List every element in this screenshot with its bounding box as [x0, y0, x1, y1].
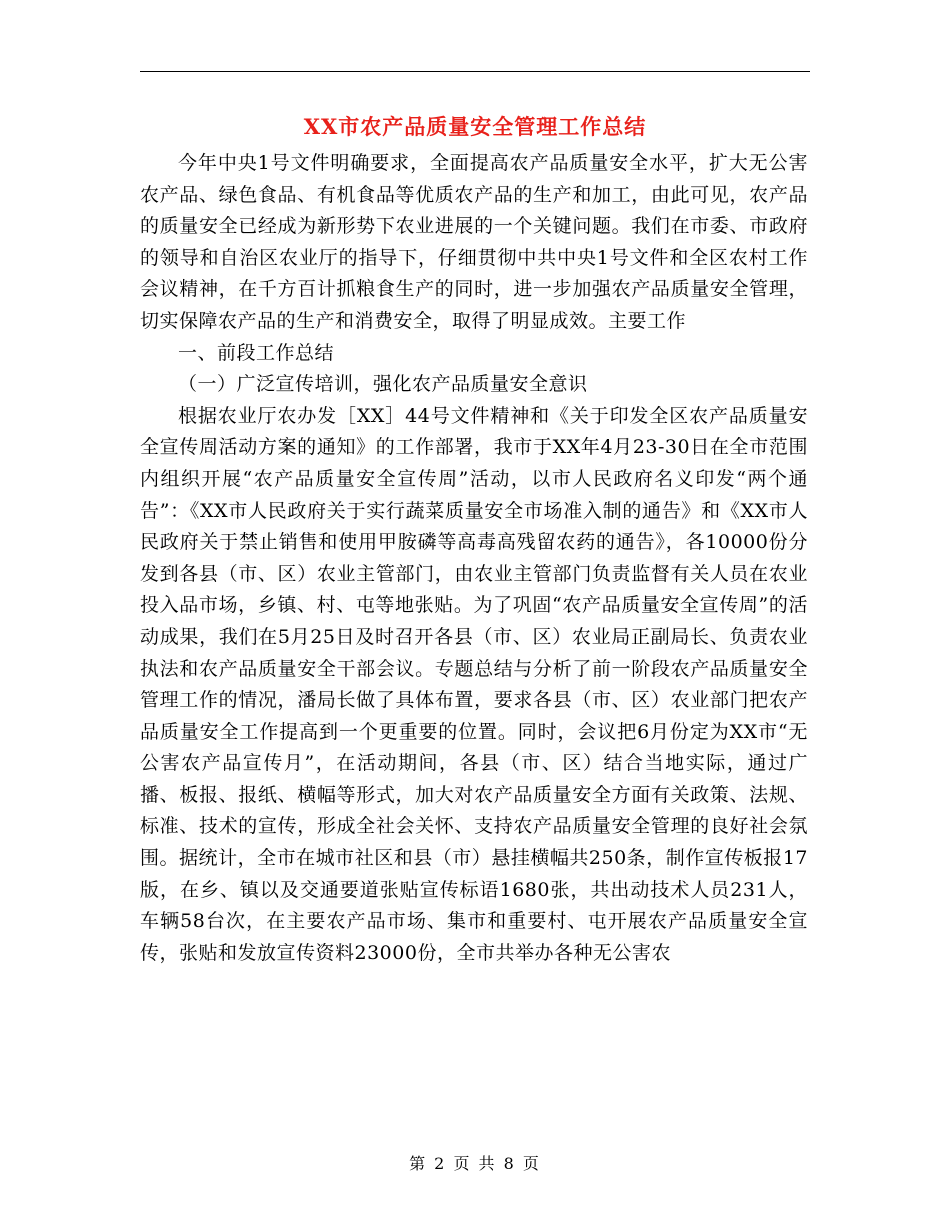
document-title: XX市农产品质量安全管理工作总结 — [303, 114, 647, 139]
page-number-footer: 第 2 页 共 8 页 — [409, 1154, 541, 1173]
header-rule — [140, 71, 810, 72]
document-body — [140, 148, 808, 969]
section-heading: 一、前段工作总结 — [178, 341, 335, 364]
paragraph-intro: 今年中央1号文件明确要求，全面提高农产品质量安全水平，扩大无公害农产品、绿色食品、有机食品等优质农产品的生产和加工，由此可见，农产品的质量安全已经成为新形势下农业进展的一个关键问题。我们在市委、市政府的领导和自治区农业厅的指导下，仔细贯彻中共中央1号文件和全区农村工作会议精神，在千方百计抓粮食生产的同时，进一步加强农产品质量安全管理，切实保障农产品的生产和消费安全，取得了明显成效。主要工作 — [140, 152, 808, 332]
subsection-heading: （一）广泛宣传培训，强化农产品质量安全意识 — [178, 373, 588, 396]
paragraph-body: 根据农业厅农办发［XX］44号文件精神和《关于印发全区农产品质量安全宣传周活动方案的通知》的工作部署，我市于XX年4月23-30日在全市范围内组织开展“农产品质量安全宣传周”活动，以市人民政府名义印发“两个通告”：《XX市人民政府关于实行蔬菜质量安全市场准入制的通告》和《XX市人民政府关于禁止销售和使用甲胺磷等高毒高残留农药的通告》，各10000份分发到各县（市、区）农业主管部门，由农业主管部门负责监督有关人员在农业投入品市场，乡镇、村、屯等地张贴。为了巩固“农产品质量安全宣传周”的活动成果，我们在5月25日及时召开各县（市、区）农业局正副局长、负责农业执法和农产品质量安全干部会议。专题总结与分析了前一阶段农产品质量安全管理工作的情况，潘局长做了具体布置，要求各县（市、区）农业部门把农产品质量安全工作提高到一个更重要的位置。同时，会议把6月份定为XX市“无公害农产品宣传月”，在活动期间，各县（市、区）结合当地实际，通过广播、板报、报纸、横幅等形式，加大对农产品质量安全方面有关政策、法规、标准、技术的宣传，形成全社会关怀、支持农产品质量安全管理的良好社会氛围。据统计，全市在城市社区和县（市）悬挂横幅共250条，制作宣传板报17版，在乡、镇以及交通要道张贴宣传标语1680张，共出动技术人员231人，车辆58台次，在主要农产品市场、集市和重要村、屯开展农产品质量安全宣传，张贴和发放宣传资料23000份，全市共举办各种无公害农 — [140, 404, 808, 964]
